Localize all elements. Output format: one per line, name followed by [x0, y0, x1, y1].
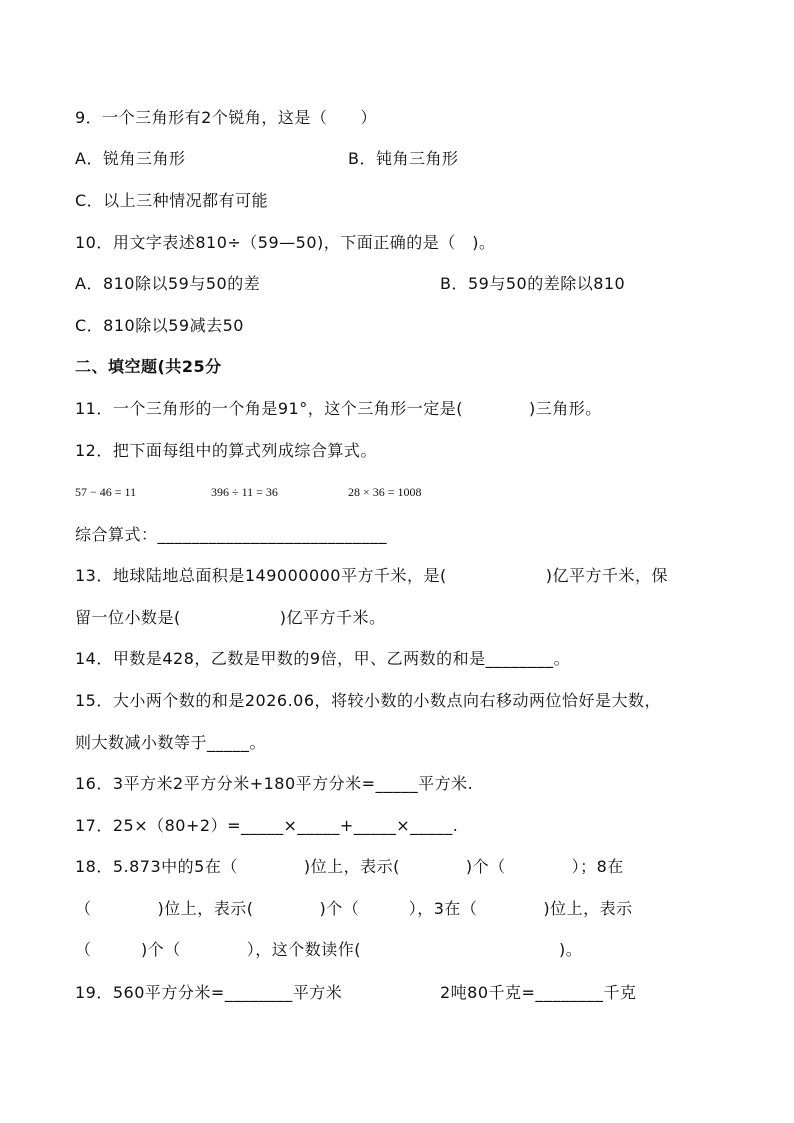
q12-answer-line: 综合算式：___________________________: [75, 525, 388, 544]
q9-stem: 9．一个三角形有2个锐角，这是（ ）: [75, 108, 377, 127]
q17-stem: 17．25×（80+2）=_____×_____+_____×_____.: [75, 816, 459, 835]
q16-stem: 16．3平方米2平方分米+180平方分米=_____平方米.: [75, 774, 474, 793]
q10-option-a: A．810除以59与50的差: [75, 274, 261, 293]
q13-line-2: 留一位小数是( )亿平方千米。: [75, 608, 386, 627]
q10-option-b: B．59与50的差除以810: [440, 274, 626, 293]
q15-line-1: 15．大小两个数的和是2026.06，将较小数的小数点向右移动两位恰好是大数，: [75, 691, 662, 710]
q9-option-a: A．锐角三角形: [75, 149, 186, 168]
q10-stem: 10．用文字表述810÷（59—50)，下面正确的是（ )。: [75, 233, 496, 252]
q18-line-2: （ )位上，表示( )个（ ），3在（ )位上，表示: [75, 899, 633, 918]
q14-stem: 14．甲数是428，乙数是甲数的9倍，甲、乙两数的和是________。: [75, 649, 571, 668]
q10-option-c: C．810除以59减去50: [75, 316, 244, 335]
q19-part-1: 19．560平方分米=________平方米: [75, 983, 343, 1002]
section-title-fill-in: 二、填空题(共25分: [75, 357, 222, 376]
q12-stem: 12．把下面每组中的算式列成综合算式。: [75, 441, 377, 460]
q15-line-2: 则大数减小数等于_____。: [75, 733, 267, 752]
q12-formula-1: 57 − 46 = 11: [75, 485, 137, 499]
q11-stem: 11．一个三角形的一个角是91°，这个三角形一定是( )三角形。: [75, 399, 602, 418]
q12-formula-3: 28 × 36 = 1008: [348, 485, 422, 499]
q13-line-1: 13．地球陆地总面积是149000000平方千米，是( )亿平方千米，保: [75, 566, 668, 585]
q18-line-3: （ )个（ ），这个数读作( )。: [75, 940, 583, 959]
q12-formula-2: 396 ÷ 11 = 36: [211, 485, 278, 499]
q9-option-b: B．钝角三角形: [348, 149, 459, 168]
q9-option-c: C．以上三种情况都有可能: [75, 191, 269, 210]
q18-line-1: 18．5.873中的5在（ )位上，表示( )个（ ）；8在: [75, 857, 624, 876]
q19-part-2: 2吨80千克=________千克: [440, 983, 637, 1002]
